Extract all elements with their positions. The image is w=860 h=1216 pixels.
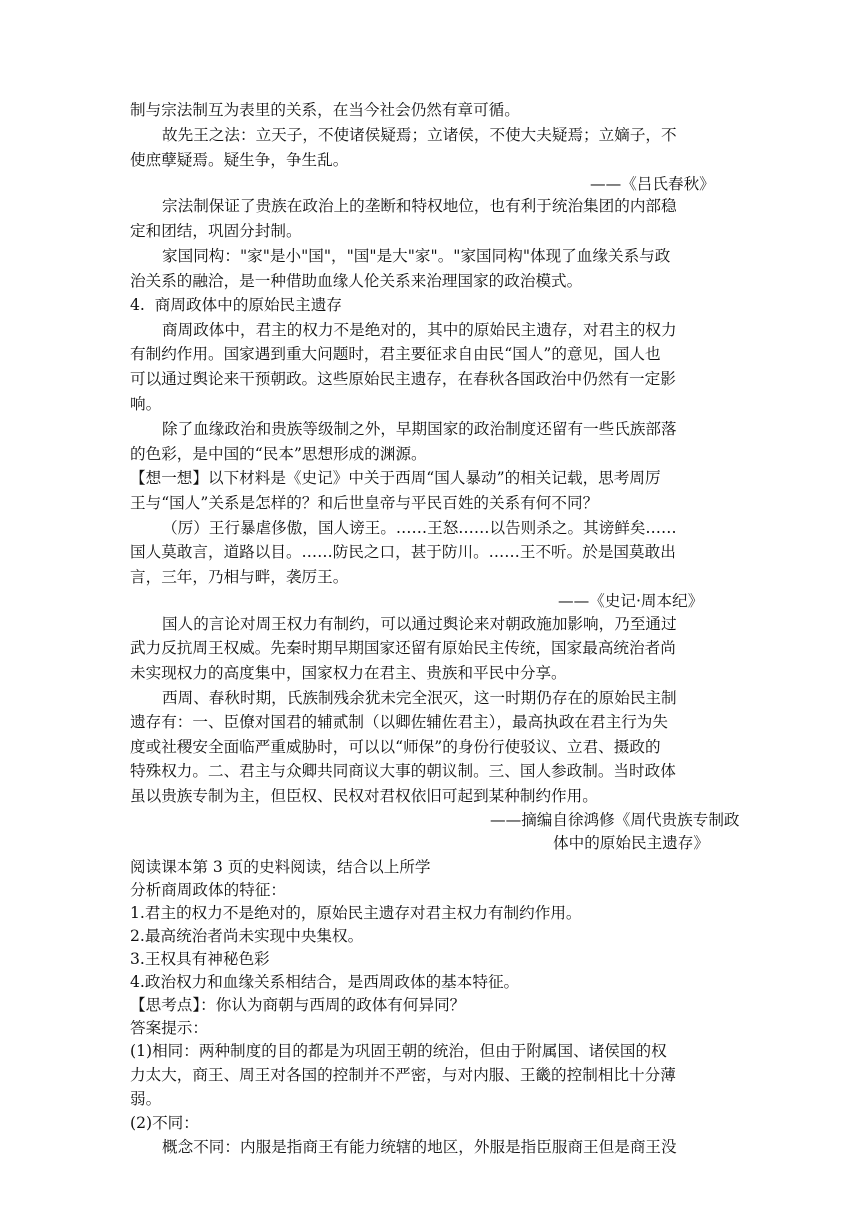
text-line: 未实现权力的高度集中，国家权力在君主、贵族和平民中分享。 [130, 664, 567, 682]
text-line: 响。 [130, 395, 162, 413]
text-line: (2)不同： [130, 1114, 199, 1132]
list-item: 2.最高统治者尚未实现中央集权。 [130, 927, 364, 945]
text-line: 除了血缘政治和贵族等级制之外，早期国家的政治制度还留有一些氏族部落 [162, 420, 677, 438]
text-line: 力太大，商王、周王对各国的控制并不严密，与对内服、王畿的控制相比十分薄 [130, 1066, 676, 1084]
prompt-line: 【想一想】以下材料是《史记》中关于西周“国人暴动”的相关记载，思考周厉 [130, 469, 661, 487]
prompt-line: 王与“国人”关系是怎样的？和后世皇帝与平民百姓的关系有何不同？ [130, 494, 599, 512]
citation-line: 体中的原始民主遗存》 [553, 834, 709, 852]
list-item: 1.君主的权力不是绝对的，原始民主遗存对君主权力有制约作用。 [130, 904, 582, 922]
citation-line: ——摘编自徐鸿修《周代贵族专制政 [490, 811, 740, 829]
text-line: 虽以贵族专制为主，但臣权、民权对君权依旧可起到某种制约作用。 [130, 787, 598, 805]
text-line: 国人的言论对周王权力有制约，可以通过舆论来对朝政施加影响，乃至通过 [162, 615, 677, 633]
text-line: 武力反抗周王权威。先秦时期早期国家还留有原始民主传统，国家最高统治者尚 [130, 639, 676, 657]
text-line: 度或社稷安全面临严重威胁时，可以以“师保”的身份行使驳议、立君、摄政的 [130, 738, 661, 756]
text-line: 家国同构："家"是小"国"，"国"是大"家"。"家国同构"体现了血缘关系与政 [162, 247, 671, 265]
prompt-line: 【思考点】：你认为商朝与西周的政体有何异同？ [130, 996, 466, 1014]
text-line: 特殊权力。二、君主与众卿共同商议大事的朝议制。三、国人参政制。当时政体 [130, 762, 676, 780]
list-item: 3.王权具有神秘色彩 [130, 950, 270, 968]
text-line: 阅读课本第 3 页的史料阅读，结合以上所学 [130, 858, 431, 876]
text-line: 商周政体中，君主的权力不是绝对的，其中的原始民主遗存，对君主的权力 [162, 321, 677, 339]
text-line: 分析商周政体的特征： [130, 881, 286, 899]
text-line: 概念不同：内服是指商王有能力统辖的地区，外服是指臣服商王但是商王没 [162, 1138, 677, 1156]
text-line: 可以通过舆论来干预朝政。这些原始民主遗存，在春秋各国政治中仍然有一定影 [130, 370, 676, 388]
quote-line: 国人莫敢言，道路以目。……防民之口，甚于防川。……王不听。於是国莫敢出 [130, 543, 676, 561]
quote-line: 言，三年，乃相与畔，袭厉王。 [130, 568, 349, 586]
list-item: 4.政治权力和血缘关系相结合，是西周政体的基本特征。 [130, 973, 520, 991]
quote-line: 故先王之法：立天子，不使诸侯疑焉；立诸侯，不使大夫疑焉；立嫡子，不 [162, 126, 677, 144]
quote-line: 使庶孽疑焉。疑生争，争生乱。 [130, 151, 349, 169]
citation-line: ——《史记·周本纪》 [558, 592, 704, 610]
text-line: 制与宗法制互为表里的关系，在当今社会仍然有章可循。 [130, 101, 520, 119]
text-line: 的色彩，是中国的“民本”思想形成的渊源。 [130, 445, 427, 463]
text-line: 遗存有：一、臣僚对国君的辅贰制（以卿佐辅佐君主），最高执政在君主行为失 [130, 713, 668, 731]
text-line: 西周、春秋时期，氏族制残余犹未完全泯灭，这一时期仍存在的原始民主制 [162, 689, 677, 707]
text-line: 弱。 [130, 1090, 162, 1108]
section-heading: 4. 商周政体中的原始民主遗存 [130, 296, 342, 314]
quote-line: （厉）王行暴虐侈傲，国人谤王。……王怒……以告则杀之。其谤鲜矣…… [162, 519, 677, 537]
text-line: 定和团结，巩固分封制。 [130, 222, 302, 240]
text-line: 宗法制保证了贵族在政治上的垄断和特权地位，也有利于统治集团的内部稳 [162, 197, 677, 215]
text-line: 有制约作用。国家遇到重大问题时，君主要征求自由民“国人”的意见，国人也 [130, 345, 661, 363]
text-line: 治关系的融洽，是一种借助血缘人伦关系来治理国家的政治模式。 [130, 272, 583, 290]
text-line: (1)相同：两种制度的目的都是为巩固王朝的统治，但由于附属国、诸侯国的权 [130, 1042, 667, 1060]
citation-line: ——《吕氏春秋》 [590, 175, 715, 193]
text-line: 答案提示： [130, 1019, 208, 1037]
